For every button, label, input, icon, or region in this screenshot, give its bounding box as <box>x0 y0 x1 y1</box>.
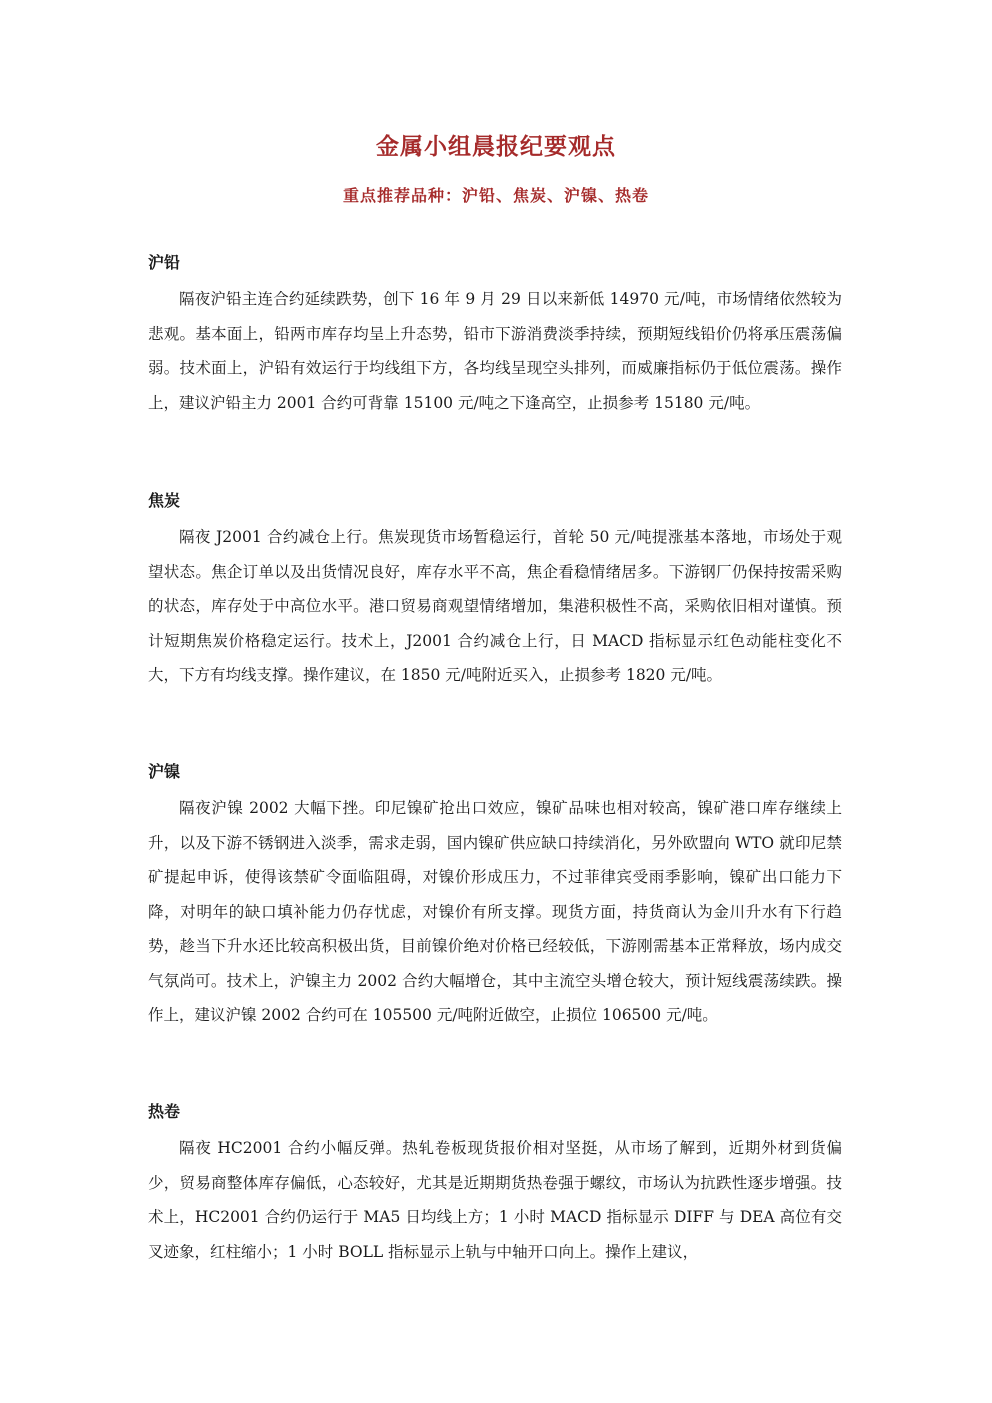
section-paragraph: 隔夜 HC2001 合约小幅反弹。热轧卷板现货报价相对坚挺，从市场了解到，近期外材到货偏少，贸易商整体库存偏低，心态较好，尤其是近期期货热卷强于螺纹，市场认为抗跌性逐步增强。技术上，HC2001 合约仍运行于 MA5 日均线上方；1 小时 MACD 指标显示 DIFF 与 DEA 高位有交叉迹象，红柱缩小；1 小时 BOLL 指标显示上轨与中轴开口向上。操作上建议， <box>148 1139 842 1261</box>
section-hot-rolled-coil <box>148 1097 842 1269</box>
section-nickel <box>148 757 842 1033</box>
section-heading: 焦炭 <box>148 491 181 510</box>
section-lead <box>148 248 842 420</box>
document-subtitle: 重点推荐品种：沪铅、焦炭、沪镍、热卷 <box>342 186 649 205</box>
section-paragraph: 隔夜沪镍 2002 大幅下挫。印尼镍矿抢出口效应，镍矿品味也相对较高，镍矿港口库存继续上升，以及下游不锈钢进入淡季，需求走弱，国内镍矿供应缺口持续消化，另外欧盟向 WTO 就印尼禁矿提起申诉，使得该禁矿令面临阻碍，对镍价形成压力，不过菲律宾受雨季影响，镍矿出口能力下降，对明年的缺口填补能力仍存忧虑，对镍价有所支撑。现货方面，持货商认为金川升水有下行趋势，趁当下升水还比较高积极出货，目前镍价绝对价格已经较低，下游刚需基本正常释放，场内成交气氛尚可。技术上，沪镍主力 2002 合约大幅增仓，其中主流空头增仓较大，预计短线震荡续跌。操作上，建议沪镍 2002 合约可在 105500 元/吨附近做空，止损位 106500 元/吨。 <box>148 799 842 1024</box>
section-heading: 沪铅 <box>148 253 181 272</box>
section-heading: 热卷 <box>148 1102 181 1121</box>
section-paragraph: 隔夜 J2001 合约减仓上行。焦炭现货市场暂稳运行，首轮 50 元/吨提涨基本落地，市场处于观望状态。焦企订单以及出货情况良好，库存水平不高，焦企看稳情绪居多。下游钢厂仍保持按需采购的状态，库存处于中高位水平。港口贸易商观望情绪增加，集港积极性不高，采购依旧相对谨慎。预计短期焦炭价格稳定运行。技术上，J2001 合约减仓上行，日 MACD 指标显示红色动能柱变化不大，下方有均线支撑。操作建议，在 1850 元/吨附近买入，止损参考 1820 元/吨。 <box>148 528 842 684</box>
section-coke <box>148 486 842 693</box>
section-paragraph: 隔夜沪铅主连合约延续跌势，创下 16 年 9 月 29 日以来新低 14970 元/吨，市场情绪依然较为悲观。基本面上，铅两市库存均呈上升态势，铅市下游消费淡季持续，预期短线铅价仍将承压震荡偏弱。技术面上，沪铅有效运行于均线组下方，各均线呈现空头排列，而威廉指标仍于低位震荡。操作上，建议沪铅主力 2001 合约可背靠 15100 元/吨之下逢高空，止损参考 15180 元/吨。 <box>148 290 842 412</box>
section-heading: 沪镍 <box>148 762 181 781</box>
document-title: 金属小组晨报纪要观点 <box>376 134 616 160</box>
